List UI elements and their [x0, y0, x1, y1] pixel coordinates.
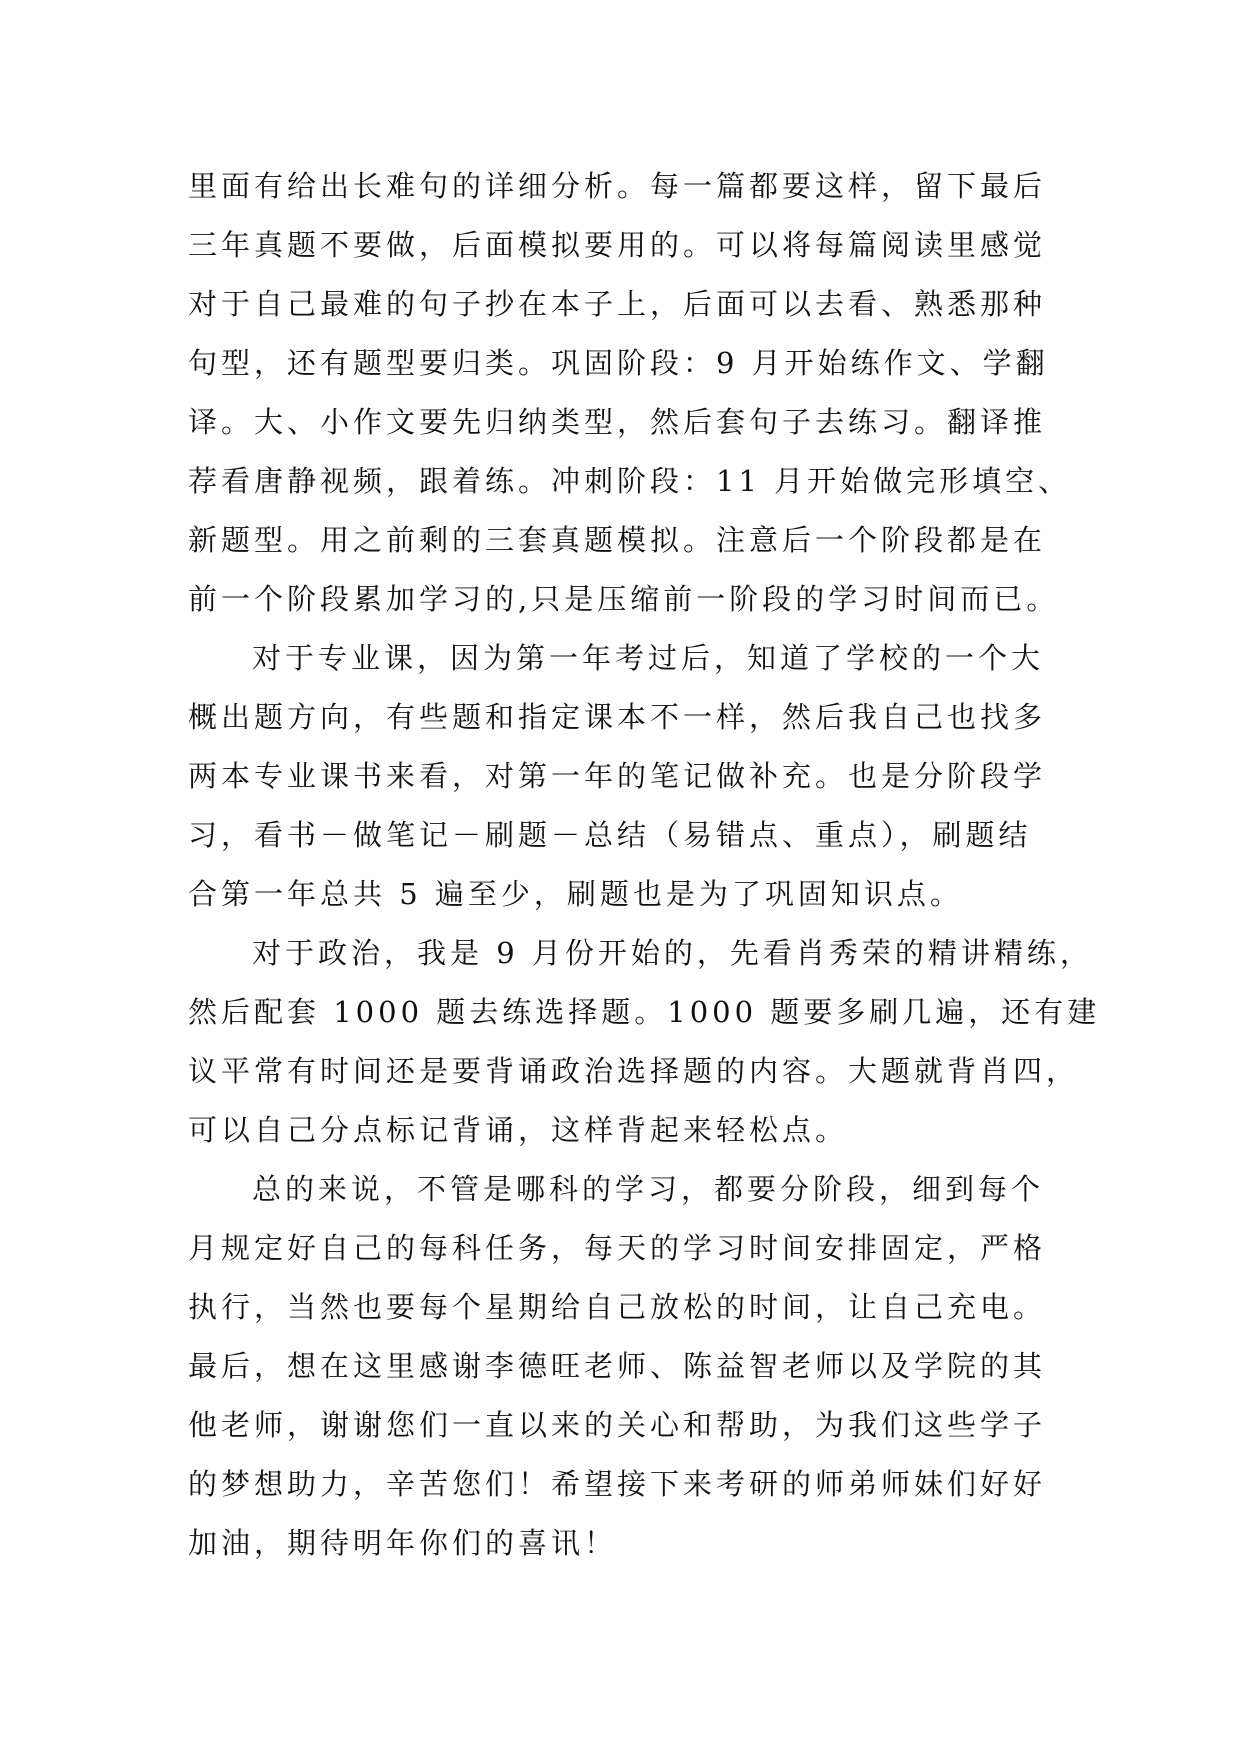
text-line: 荐看唐静视频，跟着练。冲刺阶段：11 月开始做完形填空、 — [188, 464, 1072, 498]
text-line: 月规定好自己的每科任务，每天的学习时间安排固定，严格 — [188, 1231, 1047, 1265]
text-line: 执行，当然也要每个星期给自己放松的时间，让自己充电。 — [188, 1290, 1047, 1324]
text-line: 对于政治，我是 9 月份开始的，先看肖秀荣的精讲精练， — [252, 936, 1093, 970]
text-line: 译。大、小作文要先归纳类型，然后套句子去练习。翻译推 — [188, 405, 1047, 439]
text-line: 句型，还有题型要归类。巩固阶段：9 月开始练作文、学翻 — [188, 346, 1049, 380]
text-line: 概出题方向，有些题和指定课本不一样，然后我自己也找多 — [188, 700, 1047, 734]
text-line: 合第一年总共 5 遍至少，刷题也是为了巩固知识点。 — [188, 877, 963, 911]
text-line: 前一个阶段累加学习的,只是压缩前一阶段的学习时间而已。 — [188, 582, 1060, 616]
text-line: 最后，想在这里感谢李德旺老师、陈益智老师以及学院的其 — [188, 1349, 1047, 1383]
text-line: 对于专业课，因为第一年考过后，知道了学校的一个大 — [252, 641, 1045, 675]
text-line: 议平常有时间还是要背诵政治选择题的内容。大题就背肖四， — [188, 1054, 1080, 1088]
text-line: 两本专业课书来看，对第一年的笔记做补充。也是分阶段学 — [188, 759, 1047, 793]
text-line: 然后配套 1000 题去练选择题。1000 题要多刷几遍，还有建 — [188, 995, 1101, 1029]
text-line: 的梦想助力，辛苦您们！希望接下来考研的师弟师妹们好好 — [188, 1467, 1047, 1501]
text-line: 对于自己最难的句子抄在本子上，后面可以去看、熟悉那种 — [188, 287, 1047, 321]
text-line: 习，看书－做笔记－刷题－总结（易错点、重点），刷题结 — [188, 818, 1032, 852]
text-line: 里面有给出长难句的详细分析。每一篇都要这样，留下最后 — [188, 169, 1047, 203]
text-line: 他老师，谢谢您们一直以来的关心和帮助，为我们这些学子 — [188, 1408, 1047, 1442]
body-text — [188, 157, 1101, 1573]
text-line: 总的来说，不管是哪科的学习，都要分阶段，细到每个 — [252, 1172, 1045, 1206]
text-line: 可以自己分点标记背诵，这样背起来轻松点。 — [188, 1113, 849, 1147]
text-line: 三年真题不要做，后面模拟要用的。可以将每篇阅读里感觉 — [188, 228, 1047, 262]
text-line: 加油，期待明年你们的喜讯！ — [188, 1526, 618, 1560]
text-line: 新题型。用之前剩的三套真题模拟。注意后一个阶段都是在 — [188, 523, 1047, 557]
